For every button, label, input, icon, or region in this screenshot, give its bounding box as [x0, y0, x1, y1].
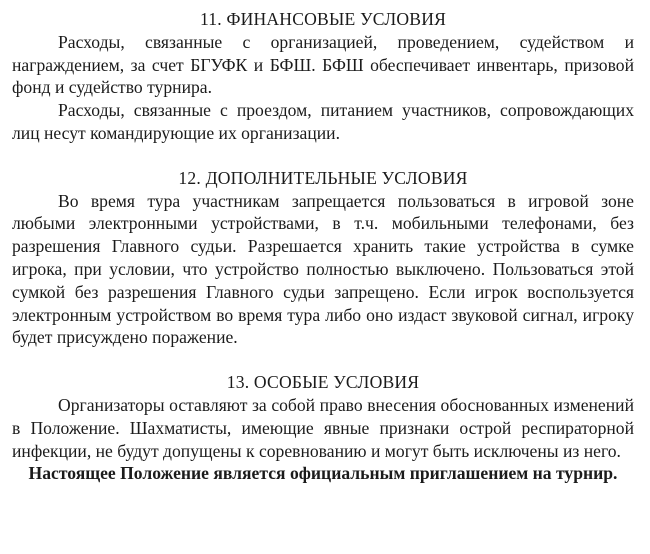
section-title-financial: 11. ФИНАНСОВЫЕ УСЛОВИЯ: [199, 9, 447, 29]
paragraph-travel-expenses: Расходы, связанные с проездом, питанием участников, сопровождающих лиц несут командирующие их организации.: [12, 100, 634, 143]
paragraph-electronic-devices: Во время тура участникам запрещается пользоваться в игровой зоне любыми электронными устройствами, в т.ч. мобильными телефонами, без разрешения Главного судьи. Разрешается хранить такие устройства в сумке игрока, при условии, что устройство полностью выключено. Пользоваться этой сумкой без разрешения Главного судьи запрещено. Если игрок воспользуется электронным устройством во время тура либо оно издаст звуковой сигнал, игроку будет присуждено поражение.: [12, 190, 634, 348]
section-spacer: [12, 145, 634, 167]
section-title-special: 13. ОСОБЫЕ УСЛОВИЯ: [226, 372, 420, 393]
closing-statement: Настоящее Положение является официальным приглашением на турнир.: [28, 463, 618, 484]
section-spacer: [12, 349, 634, 371]
document-page: [12, 8, 634, 485]
paragraph-financial-expenses: Расходы, связанные с организацией, проведением, судейством и награждением, за счет БГУФК и БФШ. БФШ обеспечивает инвентарь, призовой фонд и судейство турнира.: [12, 31, 634, 98]
paragraph-special-conditions: Организаторы оставляют за собой право внесения обоснованных изменений в Положение. Шахматисты, имеющие явные признаки острой респираторной инфекции, не будут допущены к соревнованию и могут быть исключены из него.: [12, 394, 634, 461]
section-title-additional: 12. ДОПОЛНИТЕЛЬНЫЕ УСЛОВИЯ: [178, 167, 468, 188]
